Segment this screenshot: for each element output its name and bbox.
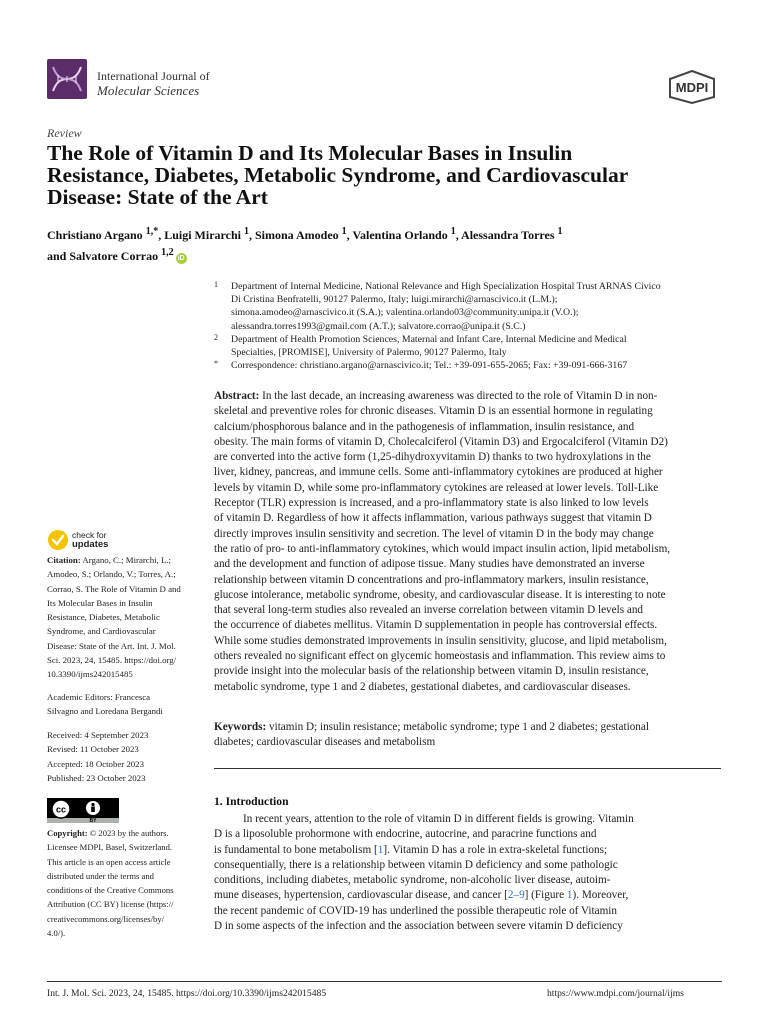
article-type: Review: [47, 126, 82, 140]
copyright-line: distributed under the terms and: [47, 870, 154, 881]
abstract-line: others revealed no significant effect on glycemic homeostasis and inflammation. This review aims to: [214, 650, 666, 663]
introduction-text: is fundamental to bone metabolism [: [214, 843, 378, 856]
author-name[interactable]: Simona Amodeo: [254, 228, 339, 242]
abstract-line: glucose intolerance, metabolic syndrome, obesity, and cardiovascular disease. It is interesting to note: [214, 588, 666, 601]
introduction-line: [214, 888, 722, 903]
keywords: [214, 720, 722, 751]
publication-dates: [47, 728, 197, 785]
keywords-label: Keywords:: [214, 721, 267, 733]
abstract-line: are converted into the active form (1,25-dihydroxyvitamin D) thanks to two hydroxylations in the: [214, 451, 651, 464]
citation-line: Resistance, Diabetes, Metabolic: [47, 612, 160, 623]
abstract-line: the ratio of pro- to anti-inflammatory cytokines, which would impact insulin action, lipid metabolism,: [214, 542, 671, 555]
editors-line: Academic Editors: Francesca: [47, 692, 151, 702]
affiliations: [214, 280, 724, 372]
citation-line: Syndrome, and Cardiovascular: [47, 626, 156, 637]
abstract-line: metabolic syndrome, type 1 and 2 diabetes, gestational diabetes, and cardiovascular diseases.: [214, 680, 631, 693]
introduction-line: [214, 843, 722, 858]
affiliation-line: Department of Internal Medicine, National Relevance and High Specialization Hospital Trust ARNAS Civico: [231, 281, 661, 292]
section-divider: [214, 768, 721, 769]
citation-line: Amodeo, S.; Orlando, V.; Torres, A.;: [47, 569, 176, 580]
citation-text: Argano, C.; Mirarchi, L.;: [80, 555, 171, 565]
introduction-body: [214, 812, 722, 934]
affiliation-mark: 2: [214, 332, 218, 342]
affiliation-line: Specialties, [PROMISE], University of Palermo, 90127 Palermo, Italy: [231, 347, 507, 359]
introduction-text: In recent years, attention to the role of vitamin D in different fields is growing. Vitamin: [243, 813, 634, 825]
cc-icon: cc: [55, 804, 67, 815]
author-line-1: Christiano Argano $^{1,*}$, Luigi Mirarchi $^1$, Simona Amodeo $^1$, Valentina Orlando $^1$, Alessandra Torres $^1$: [47, 226, 563, 242]
abstract-line: While some studies demonstrated improvements in insulin sensitivity, glucose, and lipid metabolism,: [214, 634, 667, 647]
abstract-line: calcium/phosphorous balance and in the pathogenesis of inflammation, insulin resistance, and: [214, 420, 635, 433]
citation-line: Disease: State of the Art. Int. J. Mol.: [47, 640, 176, 651]
date-revised: Revised: 11 October 2023: [47, 744, 139, 755]
author-name[interactable]: Christiano Argano: [47, 228, 143, 242]
footer-journal-link[interactable]: https://www.mdpi.com/journal/ijms: [547, 988, 684, 999]
introduction-text: the recent pandemic of COVID-19 has underlined the possible therapeutic role of Vitamin: [214, 904, 617, 917]
introduction-text: mune diseases, hypertension, cardiovascular disease, and cancer [: [214, 889, 508, 902]
affiliation-item: [214, 359, 724, 372]
introduction-line: [214, 919, 722, 934]
affiliation-item: [214, 280, 724, 333]
copyright-line: conditions of the Creative Commons: [47, 885, 174, 896]
title-line: Resistance, Diabetes, Metabolic Syndrome, and Cardiovascular: [47, 163, 629, 187]
introduction-line: [214, 873, 722, 888]
introduction-text: ). Moreover,: [572, 889, 629, 902]
check-for-updates-label-bold: updates: [72, 539, 109, 550]
author-affiliation-mark: 1,2: [161, 247, 174, 258]
check-for-updates-icon: [47, 529, 69, 551]
affiliation-line: Di Cristina Benfratelli, 90127 Palermo, Italy; luigi.mirarchi@arnascivico.it (L.M.);: [231, 294, 558, 306]
author-name[interactable]: Luigi Mirarchi: [164, 228, 241, 242]
abstract-line: of vitamin D. Regardless of how it affects inflammation, various pathways suggest that vitamin D: [214, 512, 652, 525]
abstract-line: Receptor (TLR) expression is increased, and a pro-inflammatory state is also linked to low levels: [214, 497, 649, 510]
author-name[interactable]: Valentina Orlando: [352, 228, 448, 242]
journal-logo: [47, 59, 87, 99]
author-line-2: [47, 244, 727, 265]
introduction-text: conditions, including diabetes, metabolic syndrome, non-alcoholic liver disease, autoim-: [214, 874, 611, 887]
copyright-text: © 2023 by the authors.: [87, 828, 169, 838]
mdpi-logo-text: MDPI: [675, 80, 709, 95]
abstract-line: obesity. The main forms of vitamin D, Cholecalciferol (Vitamin D3) and Ergocalciferol (Vitamin D2): [214, 435, 668, 448]
title-line: Disease: State of the Art: [47, 185, 268, 209]
date-received: Received: 4 September 2023: [47, 730, 149, 740]
abstract: [214, 389, 722, 695]
section-heading: 1. Introduction: [214, 795, 289, 808]
author-affiliation-mark: 1: [557, 226, 563, 237]
author-affiliation-mark: 1: [243, 226, 249, 237]
citation-link[interactable]: 1: [377, 843, 384, 856]
citation-line: [47, 553, 197, 567]
citation-block: [47, 553, 197, 682]
introduction-text: ]. Vitamin D has a role in extra-skeletal functions;: [383, 843, 608, 856]
abstract-line: [214, 389, 722, 404]
abstract-label: Abstract:: [214, 390, 260, 402]
copyright-line: This article is an open access article: [47, 856, 171, 867]
introduction-line: [214, 812, 722, 827]
orcid-icon[interactable]: iD: [177, 255, 185, 262]
academic-editors: [47, 690, 197, 719]
abstract-line: directly improves insulin sensitivity and secretion. The level of vitamin D in the body may change: [214, 527, 654, 540]
journal-name-line2: Molecular Sciences: [97, 83, 200, 98]
article-title: [47, 142, 737, 208]
check-for-updates-badge[interactable]: [47, 529, 177, 551]
journal-name-line1: International Journal of: [97, 69, 210, 83]
author-list: [47, 223, 727, 265]
copyright-line: [47, 826, 197, 840]
dna-helix-icon: [47, 59, 87, 99]
author-affiliation-mark: 1,*: [145, 226, 159, 237]
citation-link[interactable]: 2–9: [507, 889, 525, 902]
introduction-line: [214, 827, 722, 842]
mdpi-logo[interactable]: [666, 70, 718, 104]
affiliation-mark: *: [214, 359, 218, 369]
title-line: The Role of Vitamin D and Its Molecular Bases in Insulin: [47, 141, 573, 165]
introduction-text: D in some aspects of the infection and the association between severe vitamin D deficiency: [214, 920, 623, 933]
abstract-line: provide insight into the molecular basis of the relationship between vitamin D, insulin resistance,: [214, 665, 649, 678]
abstract-line: that several long-term studies also revealed an inverse correlation between vitamin D levels and: [214, 604, 644, 617]
copyright-line: 4.0/).: [47, 928, 66, 939]
introduction-line: [214, 904, 722, 919]
copyright-line: Licensee MDPI, Basel, Switzerland.: [47, 842, 173, 853]
date-published: Published: 23 October 2023: [47, 772, 146, 783]
author-affiliation-mark: 1: [341, 226, 347, 237]
abstract-line: levels by vitamin D, while some pro-inflammatory cytokines are released at lower levels. Toll-Like: [214, 481, 659, 494]
introduction-text: D is a liposoluble prohormone with endocrine, autocrine, and paracrine functions and: [214, 828, 597, 841]
copyright-block: [47, 826, 197, 940]
introduction-line: [214, 858, 722, 873]
date-accepted: Accepted: 18 October 2023: [47, 758, 144, 769]
copyright-label: Copyright:: [47, 828, 88, 838]
keywords-line: diabetes; cardiovascular diseases and metabolism: [214, 736, 436, 749]
keywords-line: [214, 720, 722, 735]
keywords-text: vitamin D; insulin resistance; metabolic syndrome; type 1 and 2 diabetes; gestational: [266, 721, 649, 733]
abstract-line: liver, kidney, pancreas, and immune cells. Some anti-inflammatory cytokines are produced at higher: [214, 466, 663, 479]
footer-divider: [47, 981, 722, 982]
affiliation-mark: 1: [214, 280, 218, 289]
abstract-line: relationship between vitamin D concentrations and pro-inflammatory markers, insulin resistance,: [214, 573, 649, 586]
footer-citation[interactable]: Int. J. Mol. Sci. 2023, 24, 15485. https://doi.org/10.3390/ijms242015485: [47, 988, 327, 999]
check-for-updates-label: check for: [72, 530, 107, 540]
by-icon: BY: [89, 818, 97, 823]
author-name[interactable]: and Salvatore Corrao: [47, 249, 159, 263]
citation-label: Citation:: [47, 555, 81, 565]
author-name[interactable]: Alessandra Torres: [461, 228, 555, 242]
introduction-text: ] (Figure: [524, 889, 567, 902]
affiliation-item: [214, 333, 724, 359]
affiliation-line: alessandra.torres1993@gmail.com (A.T.); salvatore.corrao@unipa.it (S.C.): [231, 320, 526, 332]
citation-line: Sci. 2023, 24, 15485. https://doi.org/: [47, 655, 177, 666]
copyright-line: Attribution (CC BY) license (https://: [47, 899, 174, 910]
introduction-text: consequentially, there is a relationship between vitamin D deficiency and some pathologic: [214, 858, 618, 871]
abstract-line: and the development and function of adipose tissue. Many studies have demonstrated an inverse: [214, 558, 645, 571]
abstract-line: skeletal and preventive roles for chronic diseases. Vitamin D is an essential hormone in regulating: [214, 405, 653, 418]
cc-by-license-badge[interactable]: [47, 798, 119, 823]
citation-link[interactable]: 1: [566, 889, 573, 902]
abstract-text: In the last decade, an increasing awareness was directed to the role of Vitamin D in non-: [259, 390, 658, 402]
citation-line: Its Molecular Bases in Insulin: [47, 597, 153, 608]
affiliation-line: Correspondence: christiano.argano@arnascivico.it; Tel.: +39-091-655-2065; Fax: +39-091-666-3167: [231, 360, 628, 372]
affiliation-line: Department of Health Promotion Sciences, Maternal and Infant Care, Internal Medicine and Medical: [231, 333, 627, 345]
editors-line: Silvagno and Loredana Bergandi: [47, 706, 163, 717]
copyright-line: creativecommons.org/licenses/by/: [47, 913, 165, 924]
citation-line: 10.3390/ijms242015485: [47, 669, 133, 680]
abstract-line: the occurrence of diabetes mellitus. Vitamin D supplementation in people has controversial effects.: [214, 619, 658, 632]
affiliation-line: simona.amodeo@arnascivico.it (S.A.); valentina.orlando03@community.unipa.it (V.O.);: [231, 307, 579, 319]
citation-line: Corrao, S. The Role of Vitamin D and: [47, 583, 181, 594]
author-affiliation-mark: 1: [450, 226, 456, 237]
